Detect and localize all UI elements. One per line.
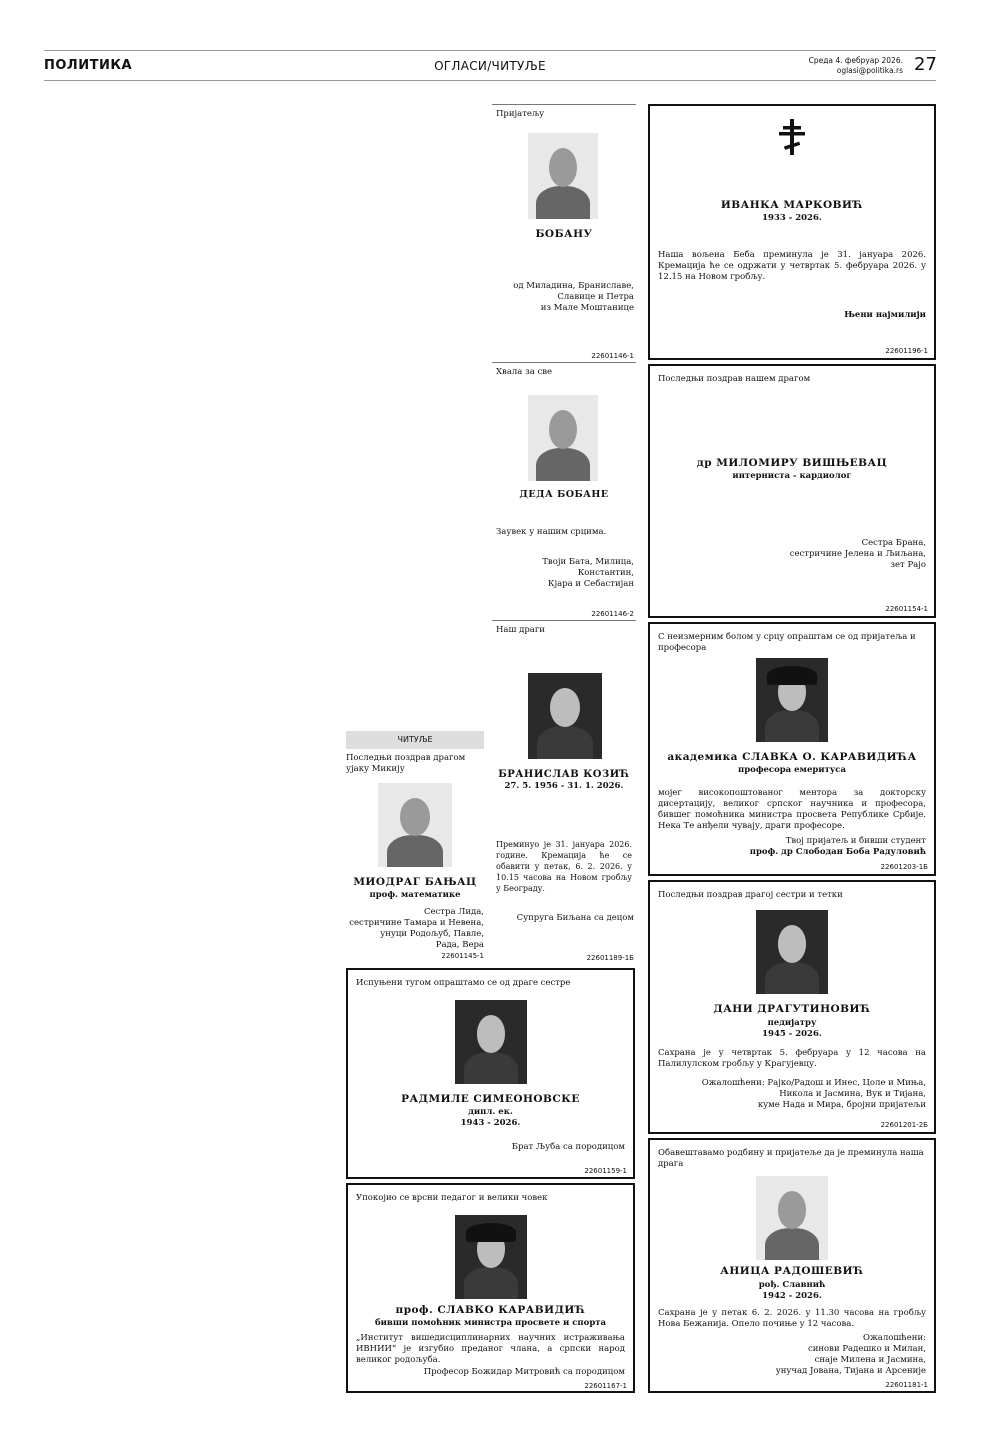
signatory-line: сестричине Тамара и Невена,	[349, 918, 484, 928]
obituary-intro: Последњи поздрав нашем драгом	[658, 374, 811, 384]
signatory-line: Ожалошћени:	[863, 1333, 926, 1343]
issue-date-block	[809, 56, 903, 76]
life-dates: 1933 - 2026.	[762, 213, 822, 223]
obituary-intro: Последњи поздрав драгој сестри и тетки	[658, 890, 843, 900]
obituary-karavidic-2	[346, 1183, 635, 1393]
ad-code: 22601201-2Б	[880, 1121, 928, 1129]
signatory-line: од Миладина, Браниславе,	[513, 281, 634, 291]
obituary-simeonovske	[346, 968, 635, 1179]
orthodox-cross-icon	[778, 118, 806, 156]
obituary-banjac	[342, 751, 488, 964]
portrait-photo	[528, 133, 598, 219]
obituary-text: Преминуо је 31. јануара 2026. године. Кремација ће се обавити у петак, 6. 2. 2026. у 10.15 часова на Новом гробљу у Београду.	[496, 840, 632, 893]
obituary-text: Заувек у нашим срцима.	[496, 527, 607, 537]
ad-code: 22601203-1Б	[880, 863, 928, 871]
signatories	[650, 836, 926, 858]
header-bottom-rule	[44, 80, 936, 81]
ad-code: 22601189-1Б	[586, 954, 634, 962]
signatory-line: Брат Љуба са породицом	[511, 1142, 625, 1152]
deceased-title: дипл. ек.	[468, 1107, 513, 1117]
portrait-photo	[455, 1000, 527, 1084]
deceased-name: академика СЛАВКА О. КАРАВИДИЋА	[667, 751, 917, 763]
deceased-name: др МИЛОМИРУ ВИШЊЕВАЦ	[696, 457, 888, 469]
life-dates: 1942 - 2026.	[762, 1291, 822, 1301]
deceased-name: проф. СЛАВКО КАРАВИДИЋ	[395, 1304, 586, 1316]
signatory-line: Сестра Брана,	[861, 538, 926, 548]
signatories	[492, 281, 634, 314]
obituary-dragutinovic	[648, 880, 936, 1134]
signatory-line: Сестра Лида,	[424, 907, 484, 917]
deceased-maiden-name: рођ. Славнић	[758, 1280, 826, 1290]
deceased-title: проф. математике	[369, 890, 461, 900]
obituary-intro: Наш драги	[496, 625, 545, 635]
life-dates: 1943 - 2026.	[460, 1118, 521, 1128]
ad-code: 22601146-2	[591, 610, 634, 618]
portrait-photo	[756, 658, 828, 742]
page-number: 27	[914, 54, 937, 75]
signatories	[650, 538, 926, 571]
deceased-name: ДЕДА БОБАНЕ	[519, 489, 609, 500]
signatory-line: Славице и Петра	[557, 292, 634, 302]
newspaper-logo: ПОЛИТИКА	[44, 58, 133, 73]
ad-code: 22601196-1	[885, 347, 928, 355]
portrait-photo	[378, 783, 452, 867]
signatories	[650, 1078, 926, 1111]
deceased-title: педијатру	[767, 1018, 817, 1028]
deceased-name: БОБАНУ	[535, 228, 593, 240]
portrait-photo	[455, 1215, 527, 1299]
portrait-photo	[528, 673, 602, 759]
ad-code: 22601159-1	[584, 1167, 627, 1175]
obituary-text: мојег високопоштованог ментора за докторску дисертацију, великог српског научника и професора, бившег помоћника министра просвета Републике Србије. Нека Те анђели чувају, драги професоре.	[658, 788, 926, 831]
signatory-line: Никола и Јасмина, Вук и Тијана,	[779, 1089, 926, 1099]
deceased-name: МИОДРАГ БАЊАЦ	[353, 876, 477, 888]
signatory-line: Рада, Вера	[435, 940, 484, 950]
deceased-name: РАДМИЛЕ СИМЕОНОВСКЕ	[401, 1093, 580, 1105]
life-dates: 1945 - 2026.	[762, 1029, 822, 1039]
obituary-visnjevac	[648, 364, 936, 618]
obituary-text: „Институт вишедисциплинарних научних истраживања ИВНИИ“ је изгубио преданог члана, а српски народ великог родољуба.	[356, 1333, 625, 1365]
signatory-line: Ожалошћени: Рајко/Радош и Инес, Цоле и Миња,	[701, 1078, 926, 1088]
signatory-line: синови Радешко и Милан,	[807, 1344, 926, 1354]
signatory-line: зет Рајо	[890, 560, 926, 570]
deceased-title: интерниста - кардиолог	[732, 471, 852, 481]
signatory-line: проф. др Слободан Боба Радуловић	[749, 847, 926, 857]
obituary-text: Сахрана је у четвртак 5. фебруара у 12 часова на Палилулском гробљу у Крагујевцу.	[658, 1048, 926, 1069]
signatory-line: унучад Јована, Тијана и Арсеније	[775, 1366, 926, 1376]
signatory-line: унуци Родољуб, Павле,	[380, 929, 484, 939]
signatory-line: Њени најмилији	[844, 310, 926, 320]
header-top-rule	[44, 50, 936, 51]
deceased-name: БРАНИСЛАВ КОЗИЋ	[498, 769, 630, 780]
obituary-text: Наша вољена Беба преминула је 31. јануара 2026. Кремација ће се одржати у четвртак 5. фебруара 2026. у 12.15 на Новом гробљу.	[658, 250, 926, 282]
obituary-intro: Хвала за све	[496, 367, 553, 377]
obituary-intro: С неизмерним болом у срцу опраштам се од пријатеља и професора	[658, 632, 916, 653]
deceased-name: АНИЦА РАДОШЕВИЋ	[720, 1265, 864, 1277]
deceased-name: ИВАНКА МАРКОВИЋ	[720, 199, 864, 211]
section-title: ОГЛАСИ/ЧИТУЉЕ	[434, 59, 546, 73]
signatory-line: из Мале Моштанице	[540, 303, 634, 313]
contact-email[interactable]: oglasi@politika.rs	[836, 66, 903, 75]
obituary-intro: Последњи поздрав драгом ујаку Микију	[346, 753, 466, 774]
obituary-intro: Упокојио се врсни педагог и велики човек	[356, 1193, 548, 1203]
signatory-line: Професор Божидар Митровић са породицом	[423, 1367, 625, 1377]
issue-date: Среда 4. фебруар 2026.	[808, 56, 903, 65]
ad-code: 22601181-1	[885, 1381, 928, 1389]
signatories	[492, 557, 634, 590]
signatory-line: куме Нада и Мира, бројни пријатељи	[757, 1100, 926, 1110]
obituary-intro: Пријатељу	[496, 109, 545, 119]
portrait-photo	[756, 910, 828, 994]
signatory-line: Твоји Бата, Милица,	[542, 557, 634, 567]
deceased-title: професора емеритуса	[737, 765, 846, 775]
life-dates: 27. 5. 1956 - 31. 1. 2026.	[504, 781, 624, 791]
signatory-line: Супруга Биљана са децом	[516, 913, 634, 923]
signatory-line: снаје Милена и Јасмина,	[814, 1355, 926, 1365]
deceased-name: ДАНИ ДРАГУТИНОВИЋ	[713, 1003, 871, 1015]
obituary-kozic	[492, 620, 636, 964]
obituary-karavidic-1	[648, 622, 936, 876]
obituary-markovic	[648, 104, 936, 360]
signatory-line: Константин,	[577, 568, 634, 578]
ad-code: 22601167-1	[584, 1382, 627, 1390]
obituaries-section-label: ЧИТУЉЕ	[346, 731, 484, 749]
obituary-intro: Испуњени тугом опраштамо се од драге сестре	[356, 978, 571, 988]
signatory-line: Кјара и Себастијан	[547, 579, 634, 589]
signatory-line: Твој пријатељ и бивши студент	[785, 836, 926, 846]
signatory-line: сестричине Јелена и Љиљана,	[789, 549, 926, 559]
portrait-photo	[528, 395, 598, 481]
signatories	[342, 907, 484, 951]
signatories	[650, 1333, 926, 1377]
obituary-radosevic	[648, 1138, 936, 1393]
portrait-photo	[756, 1176, 828, 1260]
obituary-text: Сахрана је у петак 6. 2. 2026. у 11.30 часова на гробљу Нова Бежанија. Опело почиње у 12 часова.	[658, 1308, 926, 1329]
ad-code: 22601145-1	[441, 952, 484, 960]
obituary-intro: Обавештавамо родбину и пријатеље да је преминула наша драга	[658, 1148, 924, 1169]
ad-code: 22601154-1	[885, 605, 928, 613]
deceased-title: бивши помоћник министра просвете и спорта	[374, 1318, 607, 1328]
ad-code: 22601146-1	[591, 352, 634, 360]
obituary-bobanu	[492, 104, 636, 360]
obituary-deda-bobane	[492, 362, 636, 618]
